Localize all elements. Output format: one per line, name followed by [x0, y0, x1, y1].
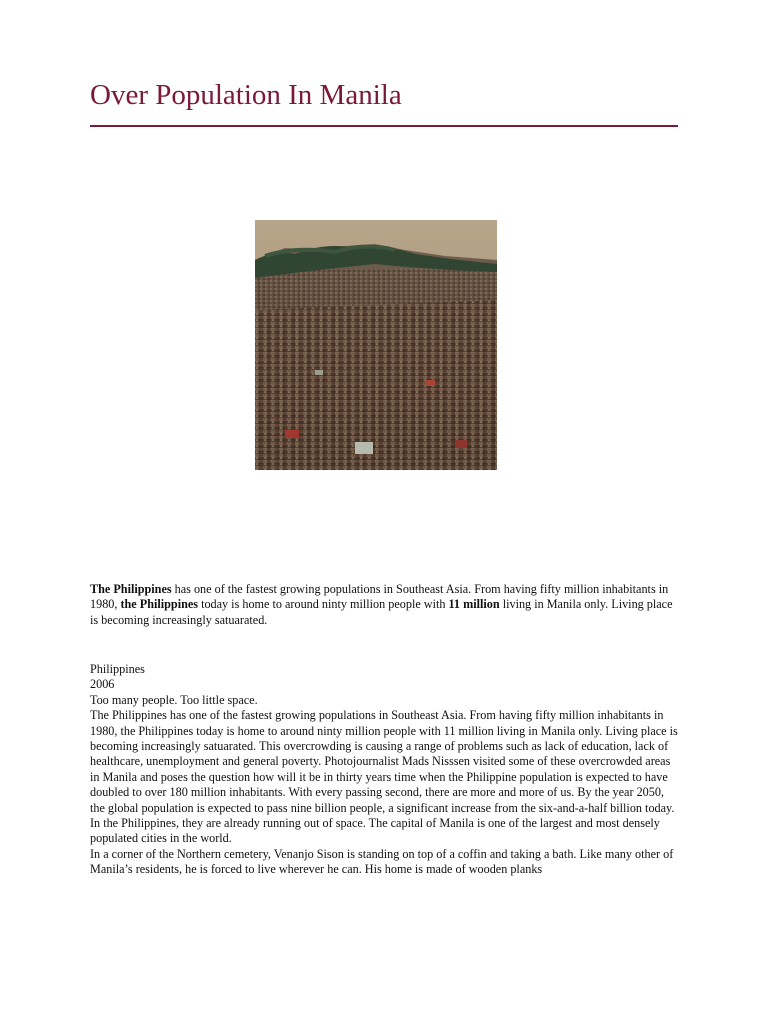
dateline-year: 2006 — [90, 677, 115, 692]
document-title: Over Population In Manila — [90, 79, 402, 111]
intro-bold-3: 11 million — [448, 597, 500, 612]
body-paragraph-2: In a corner of the Northern cemetery, Venanjo Sison is standing on top of a coffin and taking a bath. Like many other of Manila’s residents, he is forced to live wherever he can. His home is made of wooden planks — [90, 846, 674, 877]
dateline-place: Philippines — [90, 662, 145, 676]
intro-paragraph — [90, 582, 680, 628]
title-divider — [90, 125, 678, 127]
intro-text-1: has one of the fastest growing populations in Southeast Asia. From having fifty million inhabitants in 1980, — [90, 582, 669, 612]
intro-bold-1: The Philippines — [90, 582, 172, 596]
intro-text-2: today is home to around ninty million people with — [198, 597, 449, 612]
intro-bold-2: the Philippines — [120, 597, 199, 612]
manila-aerial-photo — [255, 220, 497, 470]
photo-svg — [255, 220, 497, 470]
intro-text-3: living in Manila only. Living place is becoming increasingly satuarated. — [90, 597, 673, 627]
article-body — [90, 662, 680, 896]
dateline-tagline: Too many people. Too little space. — [90, 692, 258, 707]
body-paragraph-1: The Philippines has one of the fastest growing populations in Southeast Asia. From having fifty million inhabitants in 1980, the Philippines today is home to around ninty million people with 11 million living in Manila only. Living place is becoming increasingly satuarated. This overcrowding is causing a range of problems such as lack of education, lack of healthcare, unemployment and general poverty. Photojournalist Mads Nisssen visited some of these overcrowded areas in Manila and poses the question how will it be in thirty years time when the Philippine population is expected to have doubled to over 180 million inhabitants. With every passing second, there are more and more of us. By the year 2050, the global population is expected to pass nine billion people, a significant increase from the six-and-a-half billion today. In the Philippines, they are already running out of space. The capital of Manila is one of the largest and most densely populated cities in the world. — [90, 708, 678, 846]
